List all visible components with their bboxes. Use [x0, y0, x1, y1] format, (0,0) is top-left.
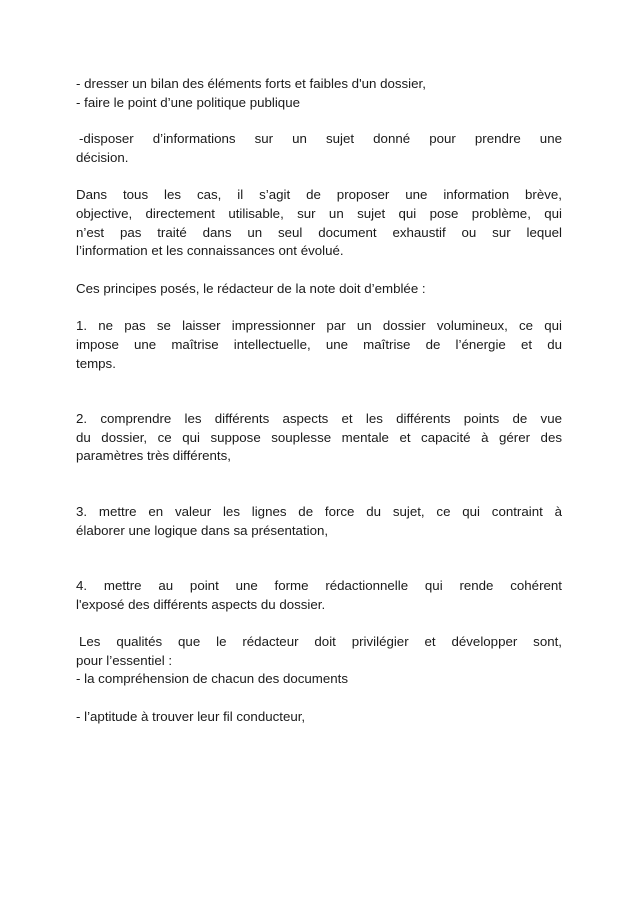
- dans-tous-line-2: objective, directement utilisable, sur un sujet qui pose problème, qui: [76, 205, 562, 221]
- dans-tous-line-3: n’est pas traité dans un seul document exhaustif ou sur lequel: [76, 224, 562, 240]
- item1-line-1: 1. ne pas se laisser impressionner par un dossier volumineux, ce qui: [76, 318, 562, 334]
- intro-line-1: - dresser un bilan des éléments forts et faibles d'un dossier,: [76, 76, 426, 91]
- qualites-line-1: Les qualités que le rédacteur doit privilégier et développer sont,: [79, 634, 562, 650]
- paragraph-qualites: [76, 633, 562, 689]
- item2-line-3: paramètres très différents,: [76, 448, 231, 464]
- item1-line-2: impose une maîtrise intellectuelle, une maîtrise de l’énergie et du: [76, 336, 562, 352]
- intro-list: [76, 75, 562, 112]
- document-page: [76, 75, 562, 727]
- item4-line-1: 4. mettre au point une forme rédactionnelle qui rende cohérent: [76, 578, 562, 594]
- qualites-line-2: pour l’essentiel :: [76, 652, 173, 668]
- item4-line-2: l'exposé des différents aspects du dossier.: [76, 596, 326, 612]
- list-item-1: [76, 317, 562, 373]
- list-item-4: [76, 577, 562, 614]
- list-item-3: [76, 503, 562, 540]
- principes-line: Ces principes posés, le rédacteur de la note doit d’emblée :: [76, 280, 426, 296]
- item3-line-1: 3. mettre en valeur les lignes de force du sujet, ce qui contraint à: [76, 503, 562, 519]
- aptitude-line: - l’aptitude à trouver leur fil conducteur,: [76, 709, 306, 725]
- paragraph-principes: [76, 280, 562, 299]
- dans-tous-line-1: Dans tous les cas, il s’agit de proposer une information brève,: [76, 187, 562, 203]
- item2-line-2: du dossier, ce qui suppose souplesse mentale et capacité à gérer des: [76, 429, 562, 445]
- list-item-2: [76, 410, 562, 466]
- item1-line-3: temps.: [76, 355, 116, 371]
- paragraph-aptitude: [76, 708, 562, 727]
- dans-tous-line-4: l’information et les connaissances ont évolué.: [76, 243, 344, 259]
- qualites-line-3: - la compréhension de chacun des documents: [76, 671, 349, 687]
- paragraph-disposer: [76, 130, 562, 167]
- paragraph-dans-tous-les-cas: [76, 186, 562, 260]
- item2-line-1: 2. comprendre les différents aspects et les différents points de vue: [76, 411, 562, 427]
- disposer-line-1: -disposer d’informations sur un sujet donné pour prendre une: [79, 131, 562, 147]
- item3-line-2: élaborer une logique dans sa présentation,: [76, 522, 329, 538]
- intro-line-2: - faire le point d’une politique publique: [76, 94, 300, 110]
- disposer-line-2: décision.: [76, 149, 129, 165]
